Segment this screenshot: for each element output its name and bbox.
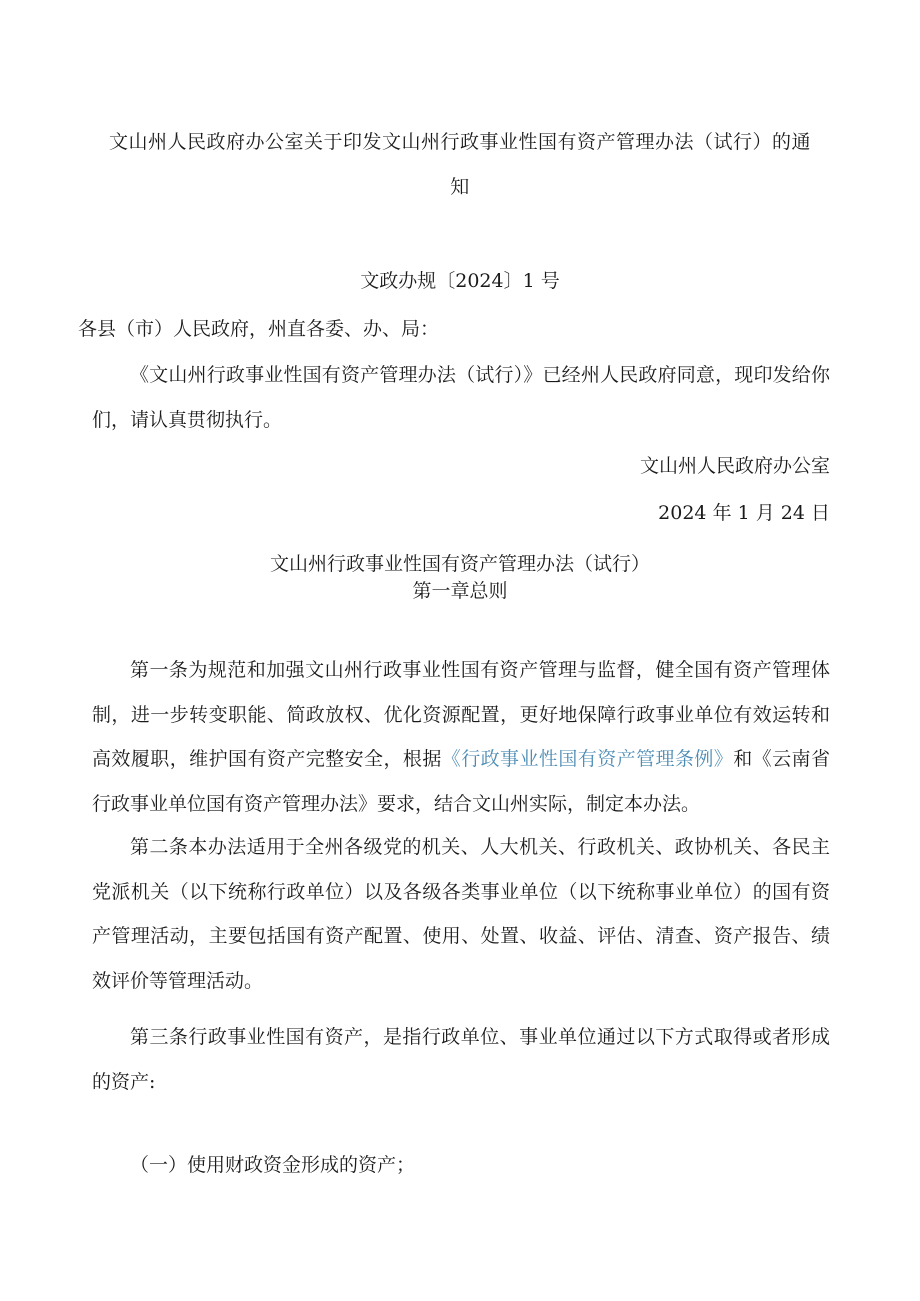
regulation-title: 文山州行政事业性国有资产管理办法（试行） xyxy=(269,553,650,575)
regulation-link[interactable]: 《行政事业性国有资产管理条例》 xyxy=(441,748,734,770)
notice-title-line1: 文山州人民政府办公室关于印发文山州行政事业性国有资产管理办法（试行）的通 xyxy=(108,131,811,153)
document-number: 文政办规〔2024〕1 号 xyxy=(360,270,560,292)
notice-title-line2: 知 xyxy=(450,176,470,198)
article-2: 第二条本办法适用于全州各级党的机关、人大机关、行政机关、政协机关、各民主党派机关（以下统称行政单位）以及各级各类事业单位（以下统称事业单位）的国有资产管理活动，主要包括国有资产配置、使用、处置、收益、评估、清查、资产报告、绩效评价等管理活动。 xyxy=(92,836,830,992)
list-item-1: （一）使用财政资金形成的资产； xyxy=(130,1154,416,1176)
article-1-text-before: 第一条为规范和加强文山州行政事业性国有资产管理与监督，健全国有资产管理体制，进一步转变职能、简政放权、优化资源配置，更好地保障行政事业单位有效运转和高效履职，维护国有资产完整安全，根据 xyxy=(92,659,830,770)
article-1 xyxy=(92,648,830,826)
issue-date: 2024 年 1 月 24 日 xyxy=(658,502,830,524)
issuer-signature: 文山州人民政府办公室 xyxy=(639,455,830,477)
article-3: 第三条行政事业性国有资产，是指行政单位、事业单位通过以下方式取得或者形成的资产: xyxy=(92,1026,830,1093)
article-1-text-after: 和《云南省行政事业单位国有资产管理办法》要求，结合文山州实际，制定本办法。 xyxy=(92,748,830,815)
intro-paragraph: 《文山州行政事业性国有资产管理办法（试行）》已经州人民政府同意，现印发给你们，请认真贯彻执行。 xyxy=(92,364,830,431)
salutation: 各县（市）人民政府，州直各委、办、局： xyxy=(78,318,440,340)
chapter-title: 第一章总则 xyxy=(412,580,508,602)
